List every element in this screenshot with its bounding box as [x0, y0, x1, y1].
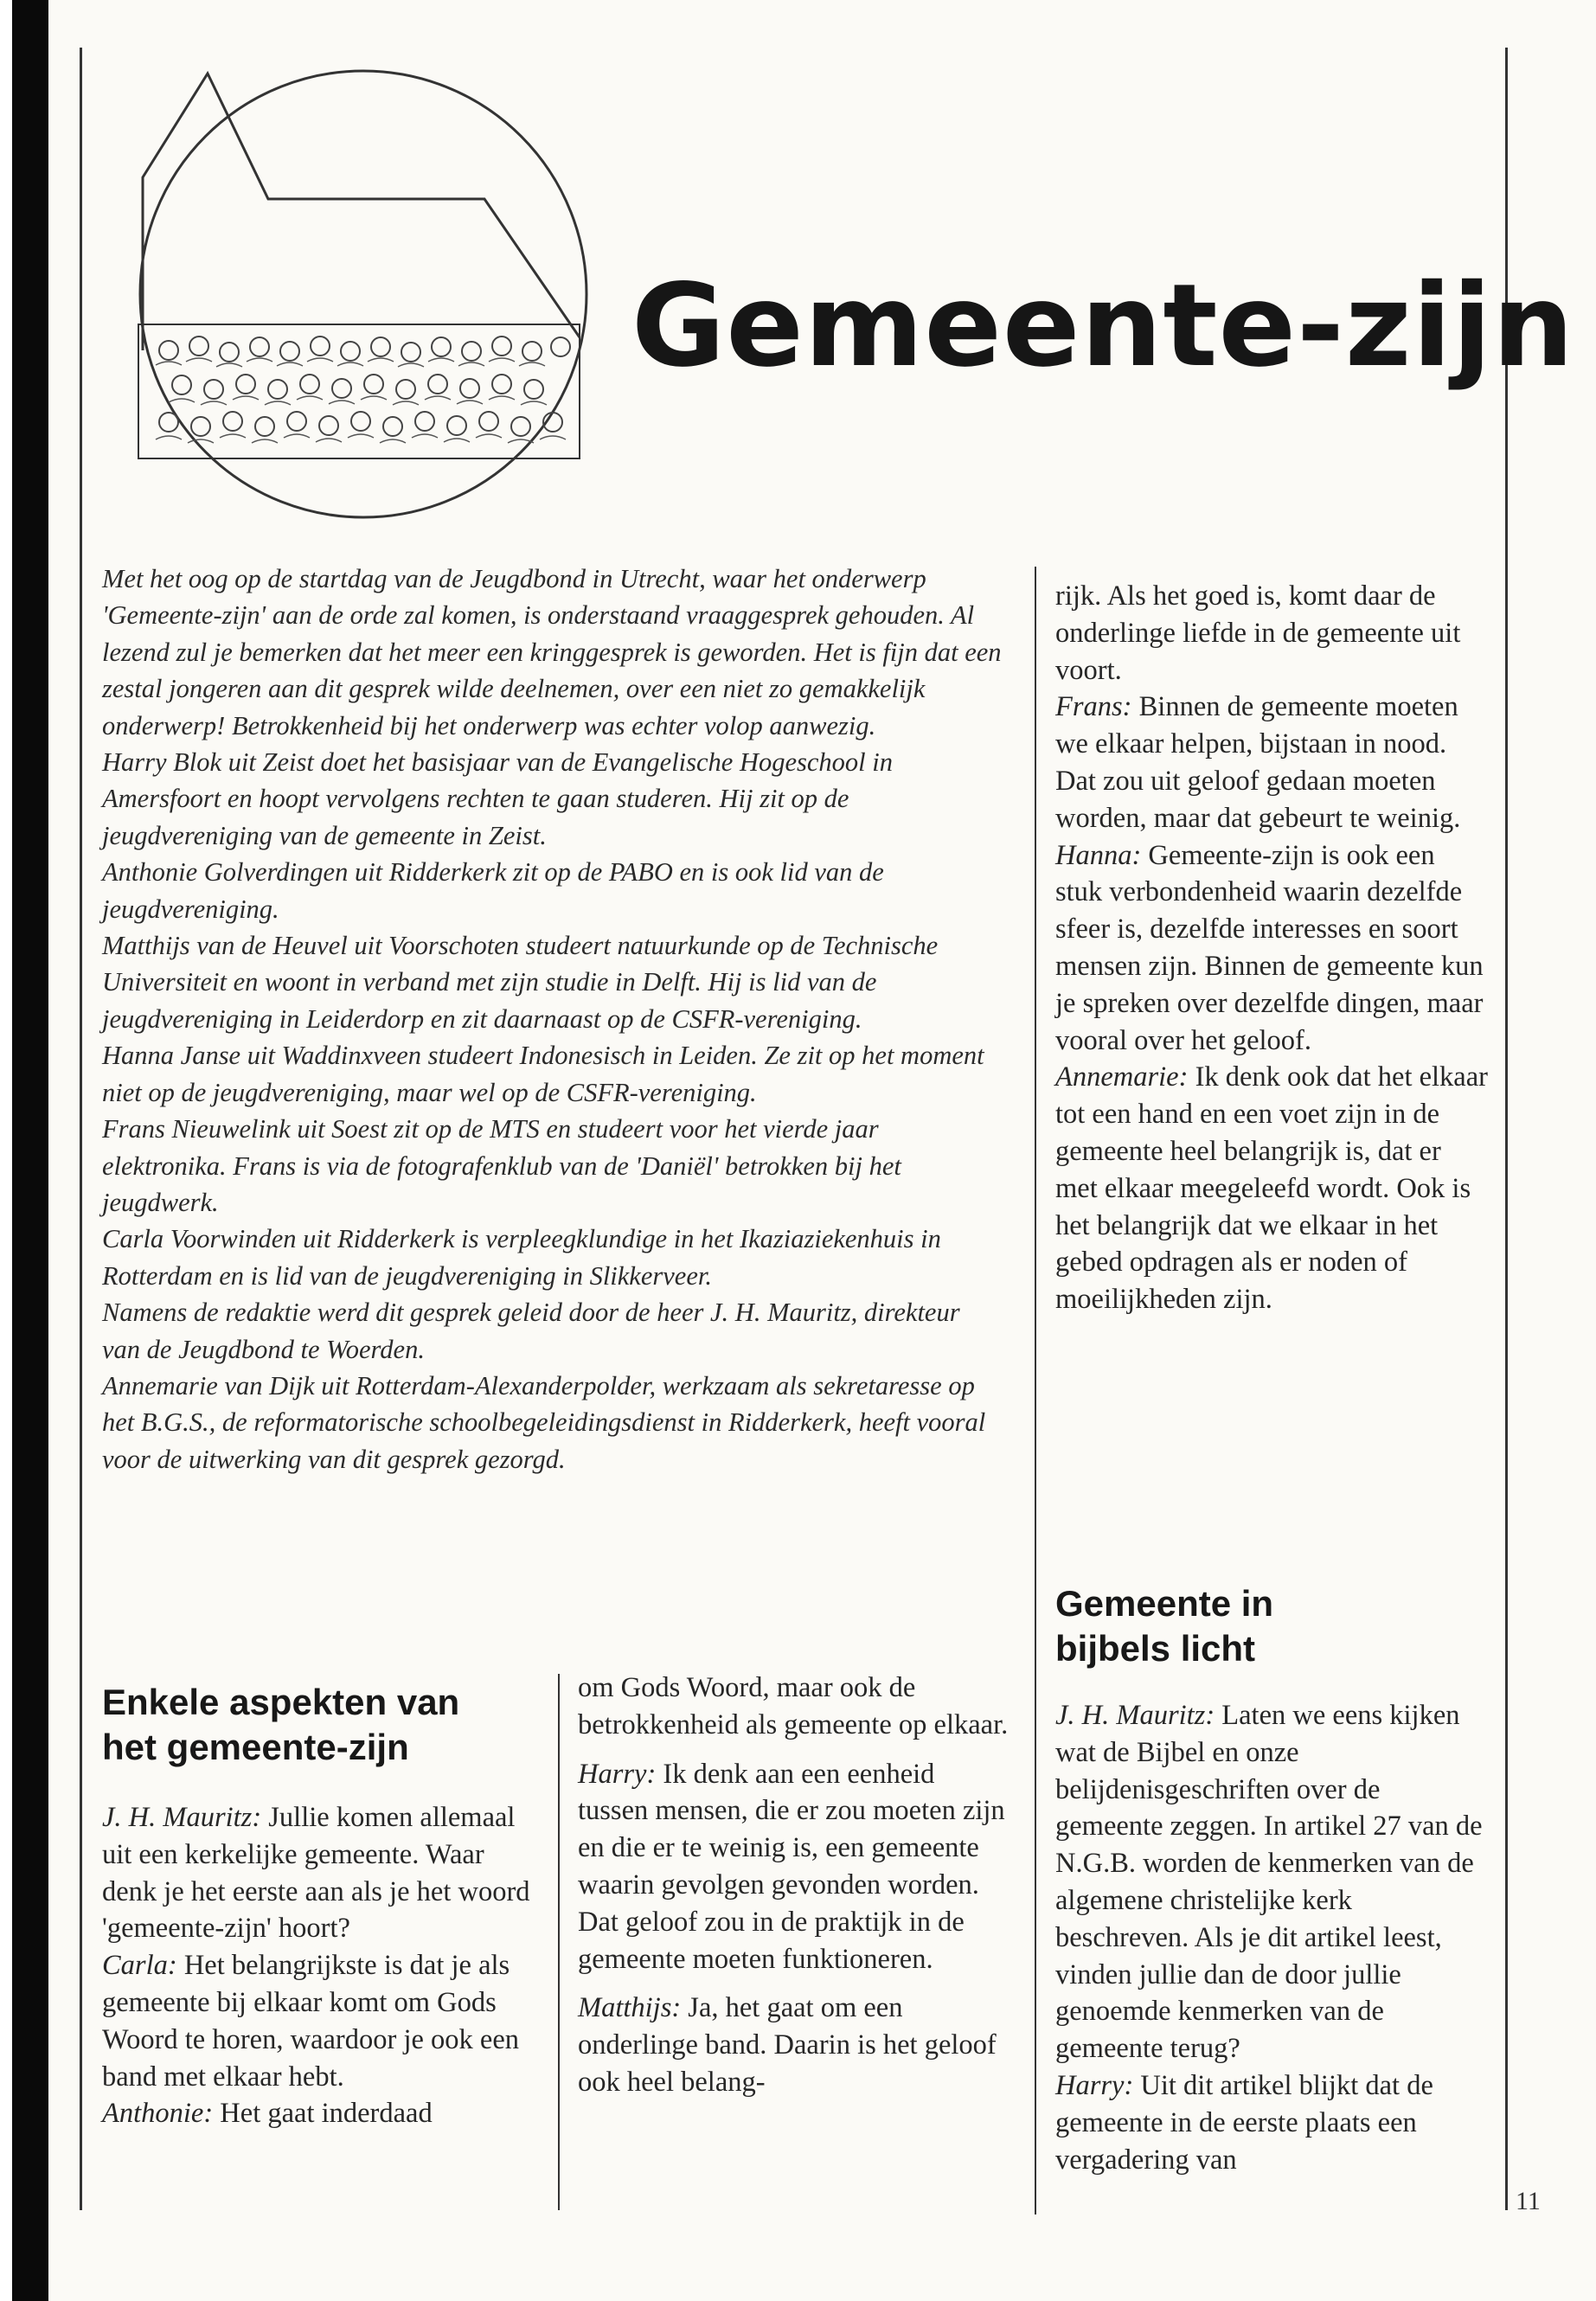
body-paragraph: Hanna: Gemeente-zijn is ook een stuk verbondenheid waarin dezelfde sfeer is, dezelfde interesses en soort mensen zijn. Binnen de gemeente kun je spreken over dezelfde dingen, maar vooral over het geloof.	[1055, 839, 1484, 1056]
church-congregation-icon	[130, 52, 597, 536]
body-paragraph: J. H. Mauritz: Laten we eens kijken wat de Bijbel en onze belijdenisgeschriften over de gemeente zeggen. In artikel 27 van de N.G.B. worden de kenmerken van de algemene christelijke kerk beschreven. Als je dit artikel leest, vinden jullie dan de door jullie genoemde kenmerken van de gemeente terug?	[1055, 1700, 1483, 2065]
body-paragraph: J. H. Mauritz: Jullie komen allemaal uit een kerkelijke gemeente. Waar denk je het eerste aan als je het woord 'gemeente-zijn' hoort?	[102, 1802, 530, 1945]
intro-paragraph: Frans Nieuwelink uit Soest zit op de MTS en studeert voor het vierde jaar elektronika. Frans is via de fotografenklub van de 'Daniël' betrokken bij het jeugdwerk.	[102, 1114, 901, 1217]
section-heading	[1055, 1581, 1488, 1671]
intro-paragraph: Namens de redaktie werd dit gesprek geleid door de heer J. H. Mauritz, direkteur van de Jeugdbond te Woerden.	[102, 1298, 960, 1364]
left-rule	[80, 48, 82, 2210]
body-paragraph: om Gods Woord, maar ook de betrokkenheid als gemeente op elkaar.	[578, 1672, 1009, 1740]
heading-line: Gemeente in	[1055, 1583, 1274, 1624]
article-title: Gemeente-zijn	[631, 260, 1575, 393]
body-paragraph: Annemarie: Ik denk ook dat het elkaar tot een hand en een voet zijn in de gemeente heel belangrijk is, dat er met elkaar meegeleefd wordt. Ook is het belangrijk dat we elkaar in het gebed opdragen als er noden of moeilijkheden zijn.	[1055, 1061, 1488, 1316]
intro-paragraph: Carla Voorwinden uit Ridderkerk is verpleegklundige in het Ikaziaziekenhuis in Rotterdam en is lid van de jeugdvereniging in Slikkerveer.	[102, 1224, 941, 1291]
intro-paragraph: Harry Blok uit Zeist doet het basisjaar van de Evangelische Hogeschool in Amersfoort en hoopt vervolgens rechten te gaan studeren. Hij zit op de jeugdvereniging van de gemeente in Zeist.	[102, 747, 894, 850]
right-column-top	[1055, 578, 1488, 1318]
intro-paragraph: Hanna Janse uit Waddinxveen studeert Indonesisch in Leiden. Ze zit op het moment niet op de jeugdvereniging, maar wel op de CSFR-vereniging.	[102, 1041, 984, 1107]
intro-paragraph: Met het oog op de startdag van de Jeugdbond in Utrecht, waar het onderwerp 'Gemeente-zijn' aan de orde zal komen, is onderstaand vraaggesprek gehouden. Al lezend zul je bemerken dat het meer een kringgesprek is geworden. Het is fijn dat een zestal jongeren aan dit gesprek wilde deelnemen, over een niet zo gemakkelijk onderwerp! Betrokkenheid bij het onderwerp was echter volop aanwezig.	[102, 564, 1002, 740]
body-paragraph: Frans: Binnen de gemeente moeten we elkaar helpen, bijstaan in nood. Dat zou uit geloof gedaan moeten worden, maar dat gebeurt te weinig.	[1055, 691, 1461, 834]
page-number: 11	[1516, 2187, 1541, 2215]
body-paragraph: Matthijs: Ja, het gaat om een onderlinge band. Daarin is het geloof ook heel belang-	[578, 1992, 997, 2098]
body-paragraph: Harry: Ik denk aan een eenheid tussen mensen, die er zou moeten zijn en die er te weinig is, een gemeente waarin gevolgen gevonden worden. Dat geloof zou in de praktijk in de gemeente moeten funktioneren.	[578, 1758, 1005, 1975]
intro-column	[102, 561, 1002, 1477]
middle-column	[578, 1670, 1010, 2101]
heading-line: bijbels licht	[1055, 1628, 1256, 1669]
section-heading	[102, 1680, 535, 1770]
column-rule-right	[1035, 567, 1036, 2214]
body-paragraph: rijk. Als het goed is, komt daar de onderlinge liefde in de gemeente uit voort.	[1055, 580, 1461, 686]
left-column-section	[102, 1680, 535, 2132]
body-paragraph: Carla: Het belangrijkste is dat je als gemeente bij elkaar komt om Gods Woord te horen, waardoor je ook een band met elkaar hebt.	[102, 1950, 519, 2093]
heading-line: het gemeente-zijn	[102, 1727, 409, 1767]
column-rule-middle	[558, 1674, 560, 2210]
intro-paragraph: Annemarie van Dijk uit Rotterdam-Alexanderpolder, werkzaam als sekretaresse op het B.G.S., de reformatorische schoolbegeleidingsdienst in Ridderkerk, heeft vooral voor de uitwerking van dit gesprek gezorgd.	[102, 1370, 986, 1474]
body-paragraph: Anthonie: Het gaat inderdaad	[102, 2098, 433, 2130]
body-paragraph: Harry: Uit dit artikel blijkt dat de gemeente in de eerste plaats een vergadering van	[1055, 2069, 1433, 2176]
intro-paragraph: Matthijs van de Heuvel uit Voorschoten studeert natuurkunde op de Technische Universiteit en woont in verband met zijn studie in Delft. Hij is lid van de jeugdvereniging in Leiderdorp en zit daarnaast op de CSFR-vereniging.	[102, 931, 939, 1034]
right-column-section	[1055, 1581, 1488, 2178]
page-edge	[0, 0, 12, 2301]
intro-paragraph: Anthonie Golverdingen uit Ridderkerk zit op de PABO en is ook lid van de jeugdvereniging.	[102, 857, 884, 924]
scan-border	[12, 0, 48, 2301]
heading-line: Enkele aspekten van	[102, 1682, 460, 1722]
